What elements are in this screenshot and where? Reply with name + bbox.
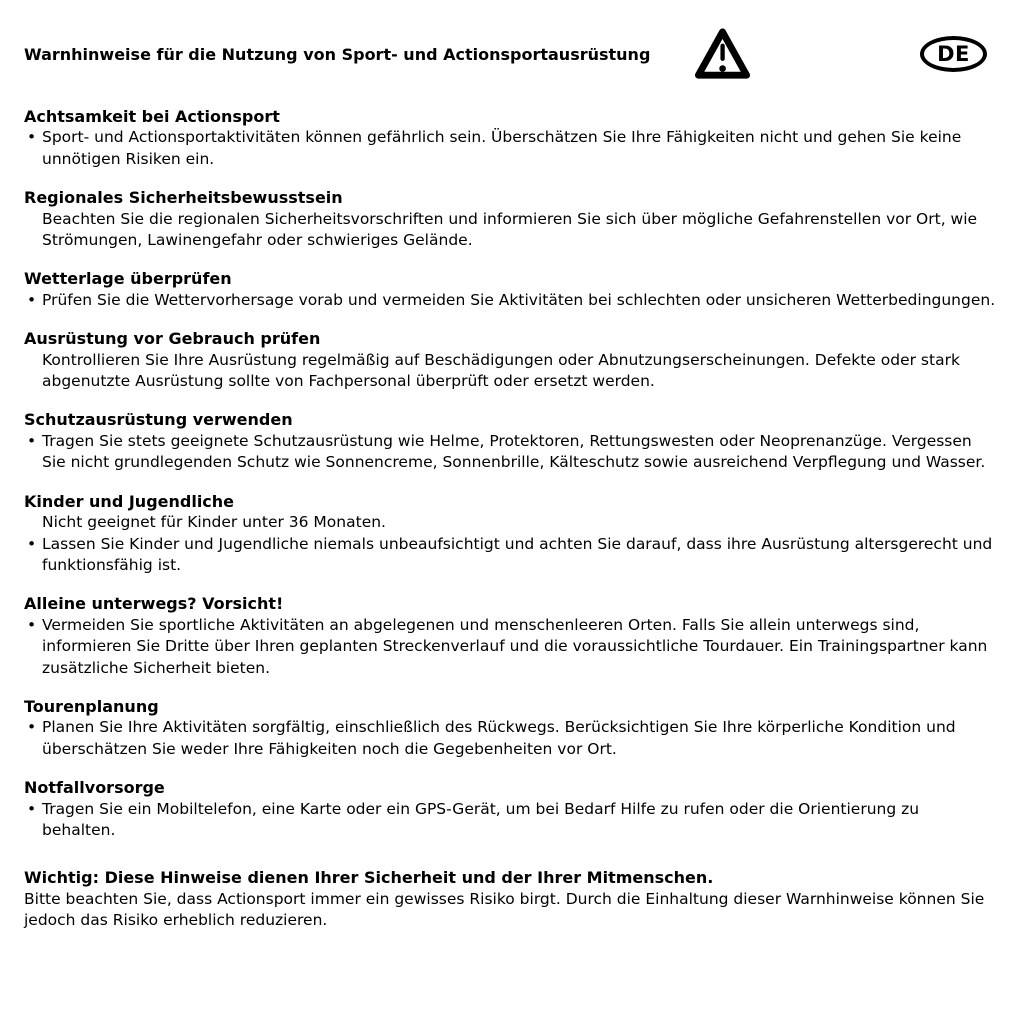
- document-footer: [24, 867, 996, 931]
- document-header: [0, 0, 1030, 106]
- language-badge-label: DE: [937, 42, 970, 66]
- bullet-marker: •: [27, 615, 37, 634]
- bullet-marker: •: [27, 128, 37, 147]
- warning-section: [24, 187, 996, 251]
- list-item-text: Nicht geeignet für Kinder unter 36 Monaten.: [42, 513, 386, 532]
- list-item: [24, 431, 996, 474]
- list-item-text: Planen Sie Ihre Aktivitäten sorgfältig, einschließlich des Rückwegs. Berücksichtigen Sie Ihre körperliche Kondition und überschätzen Sie weder Ihre Fähigkeiten noch die Gegebenheiten vor Ort.: [42, 718, 956, 758]
- section-heading: Notfallvorsorge: [24, 778, 165, 798]
- warning-section: [24, 777, 996, 841]
- language-badge: [920, 36, 987, 72]
- warning-section: [24, 328, 996, 392]
- warning-triangle-icon: [693, 25, 752, 83]
- section-heading: Alleine unterwegs? Vorsicht!: [24, 594, 284, 614]
- warning-section: [24, 268, 996, 311]
- bullet-marker: •: [27, 718, 37, 737]
- list-item: [24, 290, 996, 311]
- list-item: [24, 615, 996, 679]
- list-item-text: Prüfen Sie die Wettervorhersage vorab und vermeiden Sie Aktivitäten bei schlechten oder unsicheren Wetterbedingungen.: [42, 290, 996, 309]
- footer-heading: Wichtig: Diese Hinweise dienen Ihrer Sicherheit und der Ihrer Mitmenschen.: [24, 868, 714, 888]
- list-item-text: Kontrollieren Sie Ihre Ausrüstung regelmäßig auf Beschädigungen oder Abnutzungserscheinungen. Defekte oder stark abgenutzte Ausrüstung sollte von Fachpersonal überprüft oder ersetzt werden.: [42, 350, 960, 391]
- warning-section: [24, 409, 996, 473]
- section-heading: Regionales Sicherheitsbewusstsein: [24, 188, 343, 208]
- section-heading: Wetterlage überprüfen: [24, 269, 232, 289]
- list-item: [24, 209, 996, 252]
- bullet-marker: •: [27, 431, 37, 450]
- list-item: [24, 127, 996, 170]
- page-title: Warnhinweise für die Nutzung von Sport- und Actionsportausrüstung: [24, 45, 651, 64]
- list-item-text: Sport- und Actionsportaktivitäten können gefährlich sein. Überschätzen Sie Ihre Fähigkeiten nicht und gehen Sie keine unnötigen Risiken ein.: [42, 128, 962, 168]
- warning-section: [24, 491, 996, 577]
- warning-section: [24, 696, 996, 760]
- list-item: [24, 799, 996, 842]
- list-item-text: Beachten Sie die regionalen Sicherheitsvorschriften und informieren Sie sich über mögliche Gefahrenstellen vor Ort, wie Strömungen, Lawinengefahr oder schwieriges Gelände.: [42, 209, 978, 250]
- list-item: [24, 350, 996, 393]
- bullet-marker: •: [27, 534, 37, 553]
- section-heading: Achtsamkeit bei Actionsport: [24, 107, 280, 126]
- section-heading: Schutzausrüstung verwenden: [24, 410, 293, 430]
- list-item-text: Tragen Sie stets geeignete Schutzausrüstung wie Helme, Protektoren, Rettungswesten oder Neoprenanzüge. Vergessen Sie nicht grundlegenden Schutz wie Sonnencreme, Sonnenbrille, Kälteschutz sowie ausreichend Verpflegung und Wasser.: [42, 431, 986, 472]
- footer-text: Bitte beachten Sie, dass Actionsport immer ein gewisses Risiko birgt. Durch die Einhaltung dieser Warnhinweise können Sie jedoch das Risiko erheblich reduzieren.: [24, 889, 985, 930]
- warning-section: [24, 106, 996, 170]
- list-item-text: Lassen Sie Kinder und Jugendliche niemals unbeaufsichtigt und achten Sie darauf, dass ihre Ausrüstung altersgerecht und funktionsfähig ist.: [42, 534, 993, 574]
- list-item: [24, 717, 996, 760]
- section-heading: Tourenplanung: [24, 696, 159, 716]
- list-item-text: Vermeiden Sie sportliche Aktivitäten an abgelegenen und menschenleeren Orten. Falls Sie allein unterwegs sind, informieren Sie Dritte über Ihren geplanten Streckenverlauf und die voraussichtliche Tourdauer. Ein Trainingspartner kann zusätzliche Sicherheit bieten.: [42, 615, 988, 677]
- sections-container: [0, 106, 1030, 841]
- warning-section: [24, 593, 996, 679]
- list-item-text: Tragen Sie ein Mobiltelefon, eine Karte oder ein GPS-Gerät, um bei Bedarf Hilfe zu rufen oder die Orientierung zu behalten.: [42, 799, 920, 839]
- list-item: [24, 512, 996, 533]
- bullet-marker: •: [27, 290, 37, 309]
- section-heading: Kinder und Jugendliche: [24, 491, 235, 511]
- bullet-marker: •: [27, 799, 37, 818]
- list-item: [24, 534, 996, 577]
- section-heading: Ausrüstung vor Gebrauch prüfen: [24, 329, 321, 349]
